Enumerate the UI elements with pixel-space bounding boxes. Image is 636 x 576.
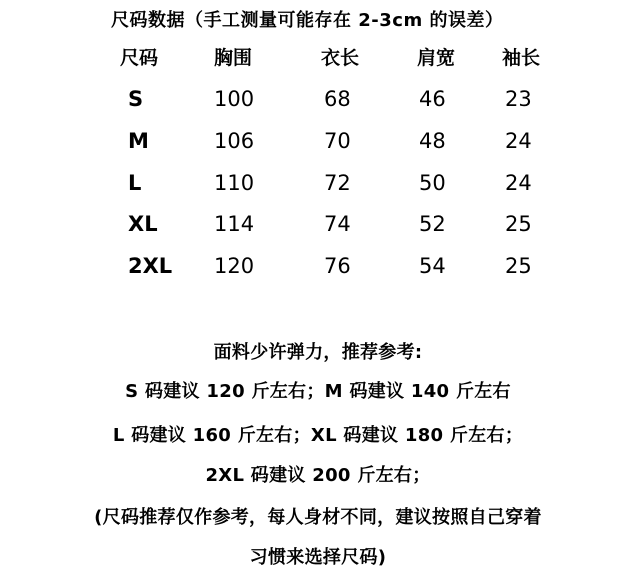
header-shoulder: 肩宽 (417, 47, 456, 69)
header-chest: 胸围 (214, 47, 253, 69)
table-row (0, 126, 636, 156)
header-sleeve: 袖长 (502, 47, 541, 69)
cell-chest: 100 (214, 87, 255, 111)
recommendation-line: 2XL 码建议 200 斤左右； (205, 465, 431, 486)
cell-length: 68 (324, 87, 351, 111)
cell-size: XL (128, 212, 158, 236)
cell-chest: 120 (214, 254, 255, 278)
table-row (0, 251, 636, 281)
cell-sleeve: 25 (505, 212, 532, 236)
cell-length: 74 (324, 212, 351, 236)
header-length: 衣长 (321, 47, 360, 69)
cell-size: S (128, 87, 144, 111)
cell-sleeve: 23 (505, 87, 532, 111)
header-size: 尺码 (120, 47, 159, 69)
cell-shoulder: 54 (419, 254, 446, 278)
table-row (0, 209, 636, 239)
cell-sleeve: 24 (505, 129, 532, 153)
cell-shoulder: 48 (419, 129, 446, 153)
cell-chest: 110 (214, 171, 255, 195)
cell-sleeve: 24 (505, 171, 532, 195)
disclaimer-line: (尺码推荐仅作参考，每人身材不同，建议按照自己穿着 (94, 507, 542, 528)
cell-shoulder: 50 (419, 171, 446, 195)
cell-chest: 106 (214, 129, 255, 153)
recommendation-heading: 面料少许弹力，推荐参考: (213, 342, 423, 363)
cell-shoulder: 52 (419, 212, 446, 236)
cell-size: L (128, 171, 142, 195)
size-chart-title: 尺码数据（手工测量可能存在 2-3cm 的误差） (111, 10, 504, 31)
table-row (0, 84, 636, 114)
recommendation-line: S 码建议 120 斤左右；M 码建议 140 斤左右 (125, 381, 511, 402)
table-header-row (0, 43, 636, 73)
disclaimer-line: 习惯来选择尺码) (249, 547, 387, 568)
cell-chest: 114 (214, 212, 255, 236)
cell-sleeve: 25 (505, 254, 532, 278)
table-row (0, 168, 636, 198)
recommendation-line: L 码建议 160 斤左右；XL 码建议 180 斤左右； (112, 425, 524, 446)
cell-length: 70 (324, 129, 351, 153)
cell-length: 72 (324, 171, 351, 195)
cell-shoulder: 46 (419, 87, 446, 111)
cell-size: M (128, 129, 149, 153)
cell-length: 76 (324, 254, 351, 278)
cell-size: 2XL (128, 254, 173, 278)
